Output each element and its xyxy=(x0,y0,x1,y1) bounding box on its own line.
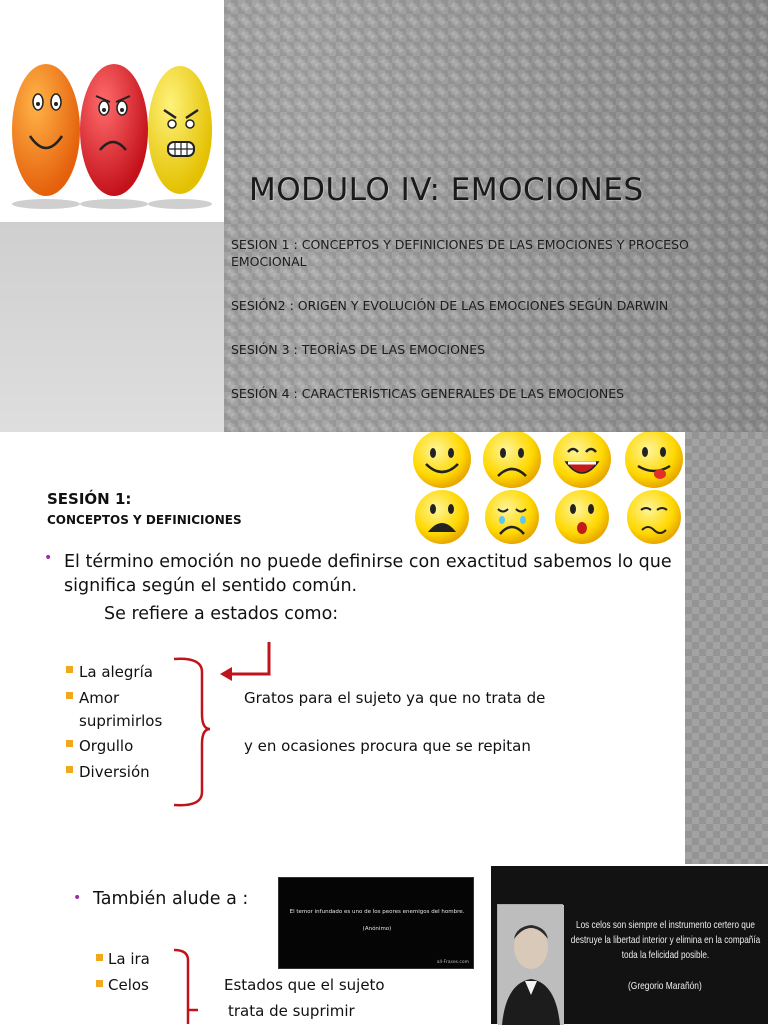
list-item-diversion: Diversión xyxy=(79,763,150,781)
happy-face-icon xyxy=(413,432,471,488)
pleasant-states-line-1: Gratos para el sujeto ya que no trata de xyxy=(244,689,546,707)
crying-face-icon xyxy=(485,490,539,544)
jealousy-quote-image xyxy=(491,866,768,1024)
session-1-line: SESION 1 : CONCEPTOS Y DEFINICIONES DE LAS EMOCIONES Y PROCESO EMOCIONAL xyxy=(231,237,689,269)
list-item-amor-continuation: suprimirlos xyxy=(79,712,163,730)
curly-brace-icon xyxy=(174,659,210,805)
intro-paragraph: El término emoción no puede definirse con exactitud sabemos lo que significa según el sentido común. xyxy=(64,552,672,596)
list-item-alegria: La alegría xyxy=(79,663,153,681)
fear-quote-text: El temor infundado es uno de los peores enemigos del hombre. xyxy=(289,909,465,915)
sad-face-icon xyxy=(483,432,541,488)
slide-title: MODULO IV: EMOCIONES xyxy=(249,172,644,208)
fear-quote-site: all-Frases.com xyxy=(436,960,469,965)
portrait-illustration xyxy=(498,905,564,1025)
emoji-faces-grid xyxy=(408,432,688,544)
suppressed-states-line-2: trata de suprimir xyxy=(228,1002,355,1020)
eggs-illustration xyxy=(0,0,224,222)
session-heading: SESIÓN 1: xyxy=(47,490,132,508)
session-3-line: SESIÓN 3 : TEORÍAS DE LAS EMOCIONES xyxy=(231,342,486,357)
brace-2-graphic xyxy=(170,944,200,1024)
suppressed-states-line-1: Estados que el sujeto xyxy=(224,976,385,994)
bullet-dot-icon: • xyxy=(73,890,82,906)
pleasant-states-line-2: y en ocasiones procura que se repitan xyxy=(244,737,531,755)
author-portrait xyxy=(497,904,563,1024)
list-item-amor: Amor xyxy=(79,689,120,707)
list-item-ira: La ira xyxy=(108,950,150,968)
fear-quote-author: (Anónimo) xyxy=(362,926,392,932)
list-item-celos: Celos xyxy=(108,976,149,994)
refers-line: Se refiere a estados como: xyxy=(104,604,339,624)
bullet-dot-icon: • xyxy=(44,550,53,566)
laughing-face-icon xyxy=(553,432,611,488)
curly-brace-icon xyxy=(174,950,188,1024)
eggs-emotion-photo xyxy=(0,0,224,222)
angry-egg xyxy=(148,66,212,194)
session-2-line: SESIÓN2 : ORIGEN Y EVOLUCIÓN DE LAS EMOCIONES SEGÚN DARWIN xyxy=(231,298,669,313)
shocked-face-icon xyxy=(415,490,469,544)
square-bullet-icon xyxy=(66,766,73,773)
surprised-face-icon xyxy=(555,490,609,544)
square-bullet-icon xyxy=(66,692,73,699)
session-4-line: SESIÓN 4 : CARACTERÍSTICAS GENERALES DE LAS EMOCIONES xyxy=(231,386,625,401)
sad-egg xyxy=(80,64,148,196)
jealousy-quote-author: (Gregorio Marañón) xyxy=(628,980,702,992)
square-bullet-icon xyxy=(96,980,103,987)
jealousy-quote-text: Los celos son siempre el instrumento certero que destruye la libertad interior y elimina en la compañía toda la felicidad posible. xyxy=(570,919,761,961)
list-item-orgullo: Orgullo xyxy=(79,737,134,755)
slide-1 xyxy=(0,0,768,432)
square-bullet-icon xyxy=(66,666,73,673)
square-bullet-icon xyxy=(96,954,103,961)
session-subheading: CONCEPTOS Y DEFINICIONES xyxy=(47,513,242,527)
slide-1-left-panel xyxy=(0,222,224,432)
tongue-face-icon xyxy=(625,432,683,488)
happy-egg xyxy=(12,64,80,196)
slide-2 xyxy=(0,432,768,1024)
square-bullet-icon xyxy=(66,740,73,747)
fear-quote-image xyxy=(278,877,474,969)
arrow-icon xyxy=(230,642,269,674)
also-line: También alude a : xyxy=(93,889,249,909)
worried-face-icon xyxy=(627,490,681,544)
slide-2-pattern-strip xyxy=(685,432,768,864)
brace-arrow-graphic xyxy=(170,632,280,812)
